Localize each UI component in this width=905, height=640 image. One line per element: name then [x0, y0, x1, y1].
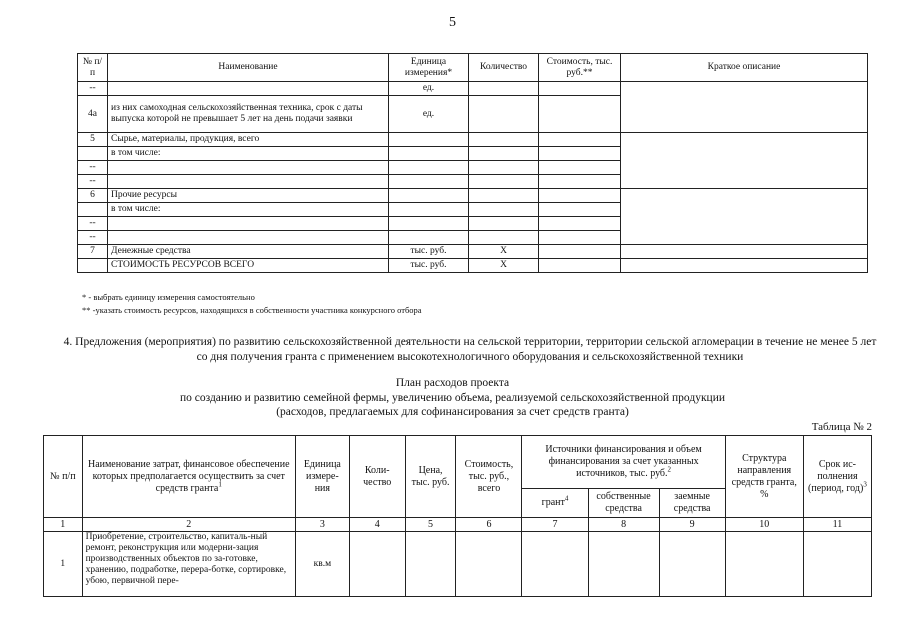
t2-cost-header: Стоимость, тыс. руб., всего	[456, 436, 522, 518]
row-name: в том числе:	[108, 203, 389, 217]
page-number: 5	[449, 15, 456, 30]
plan-subtitle-note: (расходов, предлагаемых для софинансирования за счет средств гранта)	[276, 406, 629, 418]
row-name: Сырье, материалы, продукция, всего	[108, 133, 389, 147]
row-num: 4а	[78, 96, 108, 133]
row-unit: тыс. руб.	[389, 259, 469, 273]
row-qty	[469, 161, 539, 175]
row-qty	[469, 82, 539, 96]
col-num-header: № п/п	[78, 54, 108, 82]
col-number: 1	[44, 518, 83, 532]
expense-plan-table	[43, 435, 872, 597]
col-number: 11	[803, 518, 871, 532]
t2-row-cell	[456, 532, 522, 597]
row-qty	[469, 189, 539, 203]
table-row	[78, 245, 868, 259]
row-unit	[389, 217, 469, 231]
row-num: --	[78, 175, 108, 189]
row-cost	[539, 189, 621, 203]
row-qty	[469, 133, 539, 147]
row-num	[78, 259, 108, 273]
t2-row-cell	[349, 532, 405, 597]
table2-header-row	[44, 436, 872, 489]
col-number: 5	[405, 518, 456, 532]
row-desc	[621, 189, 868, 245]
row-desc	[621, 82, 868, 133]
col-cost-header: Стоимость, тыс. руб.**	[539, 54, 621, 82]
row-unit: ед.	[389, 96, 469, 133]
t2-row-cell	[725, 532, 803, 597]
row-qty	[469, 147, 539, 161]
table-row	[78, 259, 868, 273]
t2-row-cell	[522, 532, 588, 597]
row-cost	[539, 175, 621, 189]
row-cost	[539, 161, 621, 175]
t2-term-header: Срок ис-полнения (период, год)$^3$	[803, 436, 871, 518]
t2-unit-header: Единица измере-ния	[295, 436, 349, 518]
row-desc	[621, 245, 868, 259]
row-desc	[621, 133, 868, 189]
col-number: 6	[456, 518, 522, 532]
row-name: Денежные средства	[108, 245, 389, 259]
row-num: --	[78, 161, 108, 175]
row-unit: ед.	[389, 82, 469, 96]
row-unit	[389, 161, 469, 175]
col-number: 2	[82, 518, 295, 532]
t2-num-header: № п/п	[44, 436, 83, 518]
t2-grant-header: грант$^4$	[522, 489, 588, 518]
col-number: 7	[522, 518, 588, 532]
row-qty	[469, 203, 539, 217]
col-number: 10	[725, 518, 803, 532]
row-num: 7	[78, 245, 108, 259]
row-qty: X	[469, 259, 539, 273]
t2-row-cell	[405, 532, 456, 597]
t2-sources-header: Источники финансирования и объем финансирования за счет указанных источников, тыс. руб.$^2$	[522, 436, 725, 489]
resources-table	[77, 53, 868, 273]
table2-colnum-row	[44, 518, 872, 532]
t2-row-num: 1	[44, 532, 83, 597]
row-cost	[539, 245, 621, 259]
t2-price-header: Цена, тыс. руб.	[405, 436, 456, 518]
row-num: 5	[78, 133, 108, 147]
row-cost	[539, 133, 621, 147]
row-num	[78, 203, 108, 217]
col-number: 8	[588, 518, 659, 532]
t2-row-cell	[659, 532, 725, 597]
t2-name-header: Наименование затрат, финансовое обеспечение которых предполагается осуществить за счет средств гранта$^1$	[82, 436, 295, 518]
row-unit	[389, 203, 469, 217]
col-number: 3	[295, 518, 349, 532]
t2-row-unit: кв.м	[295, 532, 349, 597]
table-row	[78, 133, 868, 147]
table-number-label: Таблица № 2	[811, 421, 872, 433]
col-number: 9	[659, 518, 725, 532]
table1-header-row	[78, 54, 868, 82]
plan-title: План расходов проекта	[395, 377, 510, 389]
t2-row-name: Приобретение, строительство, капиталь-ный ремонт, реконструкция или модерни-зация производственных объектов по за-готовке, хранению, подработке, перера-ботке, сортировке, убою, первичной пере-	[82, 532, 295, 597]
t2-borrowed-header: заемные средства	[659, 489, 725, 518]
row-unit	[389, 133, 469, 147]
footnote-unit: * - выбрать единицу измерения самостоятельно	[82, 292, 255, 302]
row-qty	[469, 175, 539, 189]
row-name: в том числе:	[108, 147, 389, 161]
row-num: --	[78, 217, 108, 231]
row-cost	[539, 231, 621, 245]
row-cost	[539, 259, 621, 273]
row-unit	[389, 189, 469, 203]
row-cost	[539, 147, 621, 161]
col-number: 4	[349, 518, 405, 532]
section-4-text: 4. Предложения (мероприятия) по развитию сельскохозяйственной деятельности на сельской территории, территории сельской агломерации в течение не менее 5 лет со дня получения гранта с применением высокотехнологичного оборудования и сельскохозяйственной техники	[63, 336, 877, 363]
row-name: СТОИМОСТЬ РЕСУРСОВ ВСЕГО	[108, 259, 389, 273]
row-name	[108, 161, 389, 175]
table-row	[44, 532, 872, 597]
row-num: 6	[78, 189, 108, 203]
table-row	[78, 189, 868, 203]
row-unit: тыс. руб.	[389, 245, 469, 259]
row-qty: X	[469, 245, 539, 259]
row-name	[108, 175, 389, 189]
row-cost	[539, 82, 621, 96]
col-unit-header: Единица измерения*	[389, 54, 469, 82]
row-num: --	[78, 231, 108, 245]
row-unit	[389, 175, 469, 189]
row-qty	[469, 217, 539, 231]
row-qty	[469, 96, 539, 133]
t2-row-cell	[803, 532, 871, 597]
row-num: --	[78, 82, 108, 96]
footnote-cost: ** -указать стоимость ресурсов, находящихся в собственности участника конкурсного отбора	[82, 305, 422, 315]
row-desc	[621, 259, 868, 273]
row-name	[108, 217, 389, 231]
t2-row-cell	[588, 532, 659, 597]
col-name-header: Наименование	[108, 54, 389, 82]
row-qty	[469, 231, 539, 245]
row-cost	[539, 96, 621, 133]
row-name	[108, 82, 389, 96]
row-name: Прочие ресурсы	[108, 189, 389, 203]
t2-structure-header: Структура направления средств гранта, %	[725, 436, 803, 518]
plan-subtitle: по созданию и развитию семейной фермы, увеличению объема, реализуемой сельскохозяйственной продукции	[179, 392, 725, 404]
col-qty-header: Количество	[469, 54, 539, 82]
table-row	[78, 82, 868, 96]
row-name	[108, 231, 389, 245]
row-unit	[389, 147, 469, 161]
row-num	[78, 147, 108, 161]
row-cost	[539, 203, 621, 217]
t2-own-header: собственные средства	[588, 489, 659, 518]
row-name: из них самоходная сельскохозяйственная техника, срок с даты выпуска которой не превышает 5 лет на день подачи заявки	[108, 96, 389, 133]
col-desc-header: Краткое описание	[621, 54, 868, 82]
row-unit	[389, 231, 469, 245]
t2-qty-header: Коли-чество	[349, 436, 405, 518]
row-cost	[539, 217, 621, 231]
